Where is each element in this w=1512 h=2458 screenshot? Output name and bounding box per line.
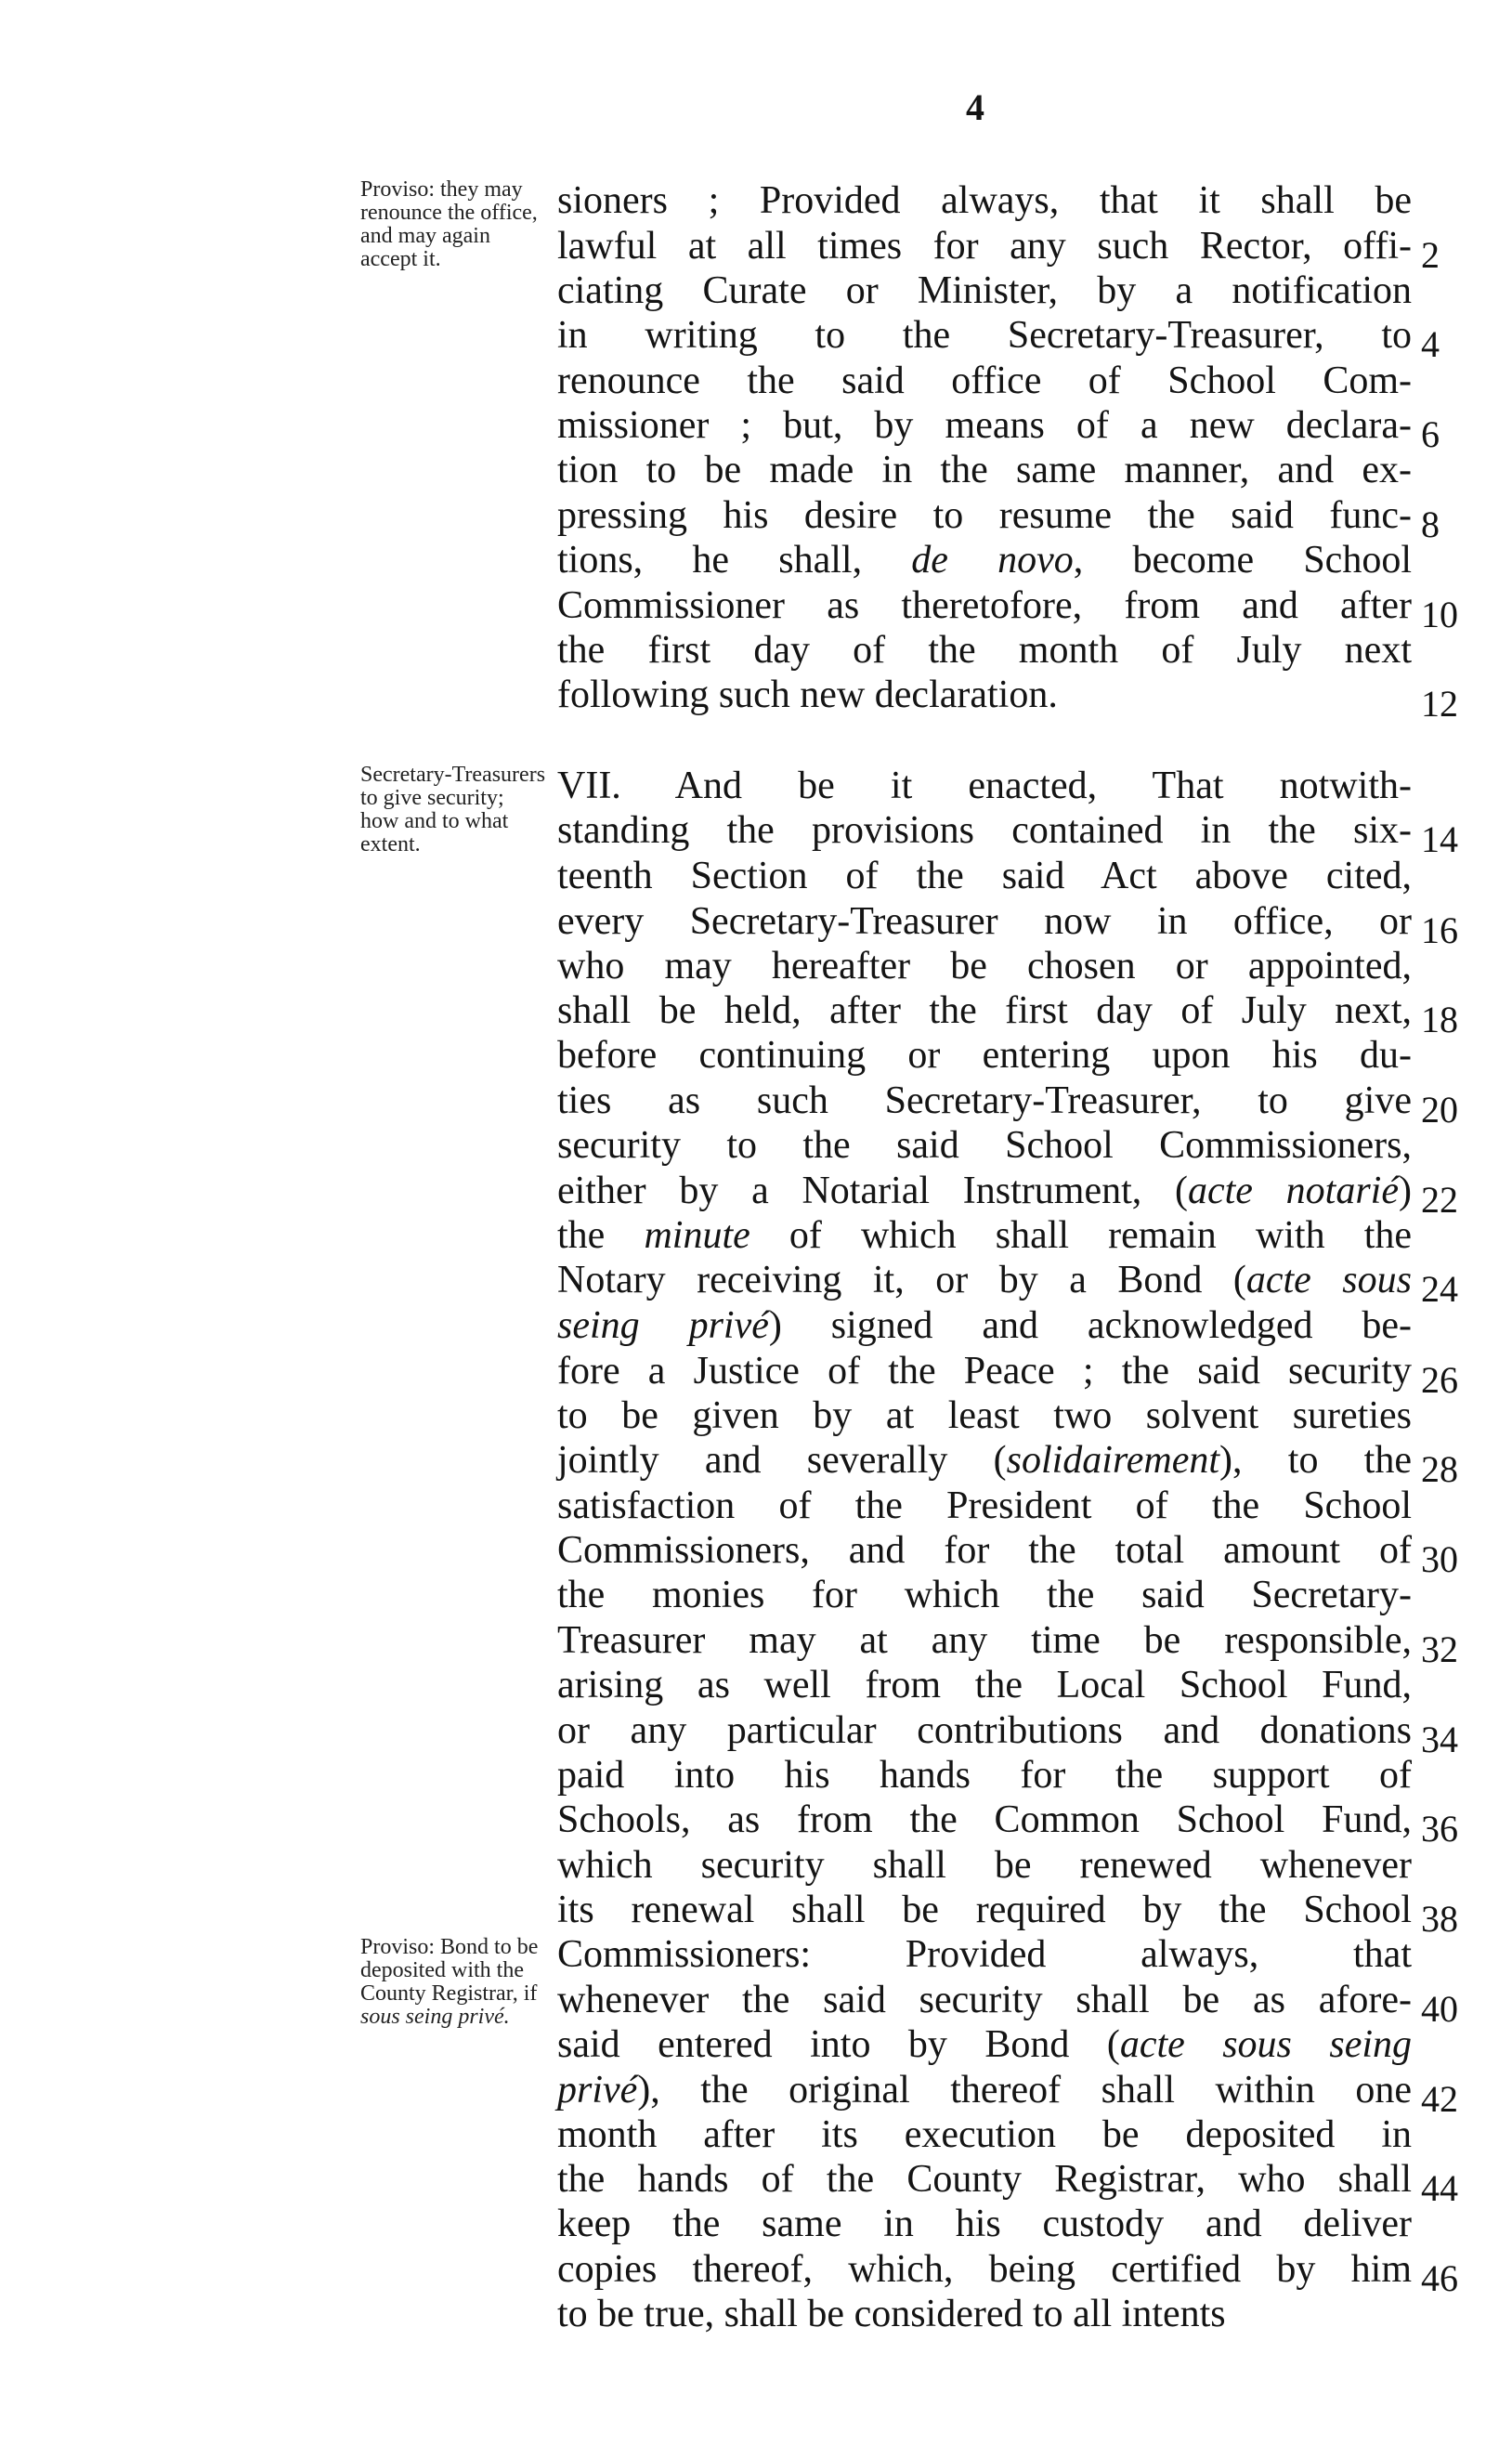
line-number: 34	[1421, 1719, 1458, 1760]
text-segment: jointly and severally (	[557, 1439, 1007, 1482]
text-segment: ), the original thereof shall within one	[637, 2069, 1412, 2112]
text-line	[557, 2022, 1412, 2067]
text-line: sioners ; Provided always, that it shall be	[557, 179, 1412, 222]
italic-phrase: acte sous seing	[1119, 2023, 1413, 2066]
text-line	[557, 538, 1412, 582]
text-segment: said entered into by Bond (	[557, 2023, 1120, 2066]
margin-note-secretary-security	[360, 764, 546, 856]
text-segment: Notary receiving it, or by a Bond (	[557, 1259, 1246, 1301]
text-line: the monies for which the said Secretary-	[557, 1574, 1412, 1616]
text-line: fore a Justice of the Peace ; the said security	[557, 1350, 1412, 1392]
line-number: 46	[1421, 2257, 1458, 2299]
text-line: pressing his desire to resume the said func-	[557, 494, 1412, 537]
text-line: to be given by at least two solvent sureties	[557, 1394, 1412, 1437]
text-segment: , become School	[1073, 539, 1412, 582]
text-line: Commissioners, and for the total amount of	[557, 1529, 1412, 1572]
italic-phrase: seing privé	[557, 1304, 769, 1347]
line-number: 24	[1421, 1268, 1458, 1310]
text-line: keep the same in his custody and deliver	[557, 2203, 1412, 2245]
text-segment: )	[1399, 1170, 1412, 1212]
italic-phrase: privé	[557, 2069, 638, 2112]
line-number: 4	[1421, 323, 1440, 365]
line-number: 14	[1421, 818, 1458, 860]
margin-note-text: Proviso: Bond to be deposited with the County Registrar, if	[360, 1935, 539, 2006]
text-line	[557, 1258, 1412, 1302]
text-line	[557, 1303, 1412, 1348]
line-number: 28	[1421, 1448, 1458, 1490]
text-line: every Secretary-Treasurer now in office, or	[557, 900, 1412, 943]
text-line: copies thereof, which, being certified by him	[557, 2248, 1412, 2291]
text-line: standing the provisions contained in the six-	[557, 809, 1412, 852]
line-number: 8	[1421, 503, 1440, 545]
text-line: Commissioner as theretofore, from and after	[557, 584, 1412, 627]
italic-phrase: acte notarié	[1187, 1170, 1399, 1212]
text-line: arising as well from the Local School Fund,	[557, 1664, 1412, 1706]
text-segment: the	[557, 1214, 645, 1257]
line-number: 30	[1421, 1538, 1458, 1580]
line-number: 22	[1421, 1179, 1458, 1221]
page-number: 4	[966, 86, 984, 128]
text-line: paid into his hands for the support of	[557, 1754, 1412, 1797]
margin-note-proviso-renounce	[360, 178, 546, 271]
text-line: ties as such Secretary-Treasurer, to give	[557, 1079, 1412, 1122]
text-line: whenever the said security shall be as afore-	[557, 1979, 1412, 2021]
line-number: 38	[1421, 1898, 1458, 1940]
line-number: 2	[1421, 234, 1440, 276]
italic-phrase: de novo	[911, 539, 1074, 582]
text-line: ciating Curate or Minister, by a notification	[557, 269, 1412, 312]
text-line: Commissioners: Provided always, that	[557, 1933, 1412, 1976]
text-line: Schools, as from the Common School Fund,	[557, 1798, 1412, 1841]
text-segment: of which shall remain with the	[749, 1214, 1412, 1257]
line-number: 32	[1421, 1628, 1458, 1670]
text-segment: ) signed and acknowledged be-	[768, 1304, 1413, 1347]
margin-note-italic: sous seing privé.	[360, 2005, 510, 2029]
line-number: 6	[1421, 413, 1440, 455]
text-line: or any particular contributions and donations	[557, 1709, 1412, 1752]
margin-note-proviso-bond	[360, 1936, 546, 2029]
text-line: its renewal shall be required by the School	[557, 1889, 1412, 1931]
line-number: 12	[1421, 683, 1458, 725]
text-line: lawful at all times for any such Rector, offi-	[557, 225, 1412, 268]
line-number: 26	[1421, 1359, 1458, 1401]
text-line: renounce the said office of School Com-	[557, 360, 1412, 402]
line-number: 10	[1421, 594, 1458, 635]
italic-phrase: acte sous	[1245, 1259, 1412, 1301]
text-line: who may hereafter be chosen or appointed,	[557, 945, 1412, 987]
text-line: missioner ; but, by means of a new declara-	[557, 404, 1412, 447]
text-line: VII. And be it enacted, That notwith-	[557, 765, 1412, 807]
text-line: the first day of the month of July next	[557, 629, 1412, 672]
text-line	[557, 1438, 1412, 1483]
margin-note-text: Secretary-Treasurers to give security; how and to what extent.	[360, 763, 546, 856]
text-line: teenth Section of the said Act above cited,	[557, 855, 1412, 897]
line-number: 42	[1421, 2078, 1458, 2120]
line-number: 16	[1421, 909, 1458, 951]
text-line: to be true, shall be considered to all intents	[557, 2293, 1226, 2335]
text-line: satisfaction of the President of the School	[557, 1484, 1412, 1527]
text-line: before continuing or entering upon his du-	[557, 1034, 1412, 1077]
text-segment: ), to the	[1219, 1439, 1412, 1482]
line-number: 40	[1421, 1988, 1458, 2030]
line-number: 20	[1421, 1089, 1458, 1131]
text-line	[557, 2068, 1412, 2112]
text-line	[557, 1169, 1412, 1213]
text-line: security to the said School Commissioners,	[557, 1124, 1412, 1167]
margin-note-text: Proviso: they may renounce the office, and may again accept it.	[360, 177, 538, 271]
italic-phrase: solidairement	[1006, 1439, 1220, 1482]
text-line: month after its execution be deposited in	[557, 2113, 1412, 2156]
text-line: which security shall be renewed whenever	[557, 1844, 1412, 1887]
text-line: shall be held, after the first day of July next,	[557, 989, 1412, 1032]
italic-phrase: minute	[644, 1214, 750, 1257]
line-number: 36	[1421, 1808, 1458, 1850]
text-segment: tions, he shall,	[557, 539, 912, 582]
text-line: tion to be made in the same manner, and ex-	[557, 449, 1412, 491]
text-line: following such new declaration.	[557, 673, 1058, 716]
text-line: in writing to the Secretary-Treasurer, to	[557, 314, 1412, 357]
line-number: 18	[1421, 999, 1458, 1040]
text-segment: either by a Notarial Instrument, (	[557, 1170, 1188, 1212]
text-line: the hands of the County Registrar, who shall	[557, 2158, 1412, 2201]
text-line: Treasurer may at any time be responsible,	[557, 1619, 1412, 1662]
text-line	[557, 1213, 1412, 1258]
line-number: 44	[1421, 2167, 1458, 2209]
